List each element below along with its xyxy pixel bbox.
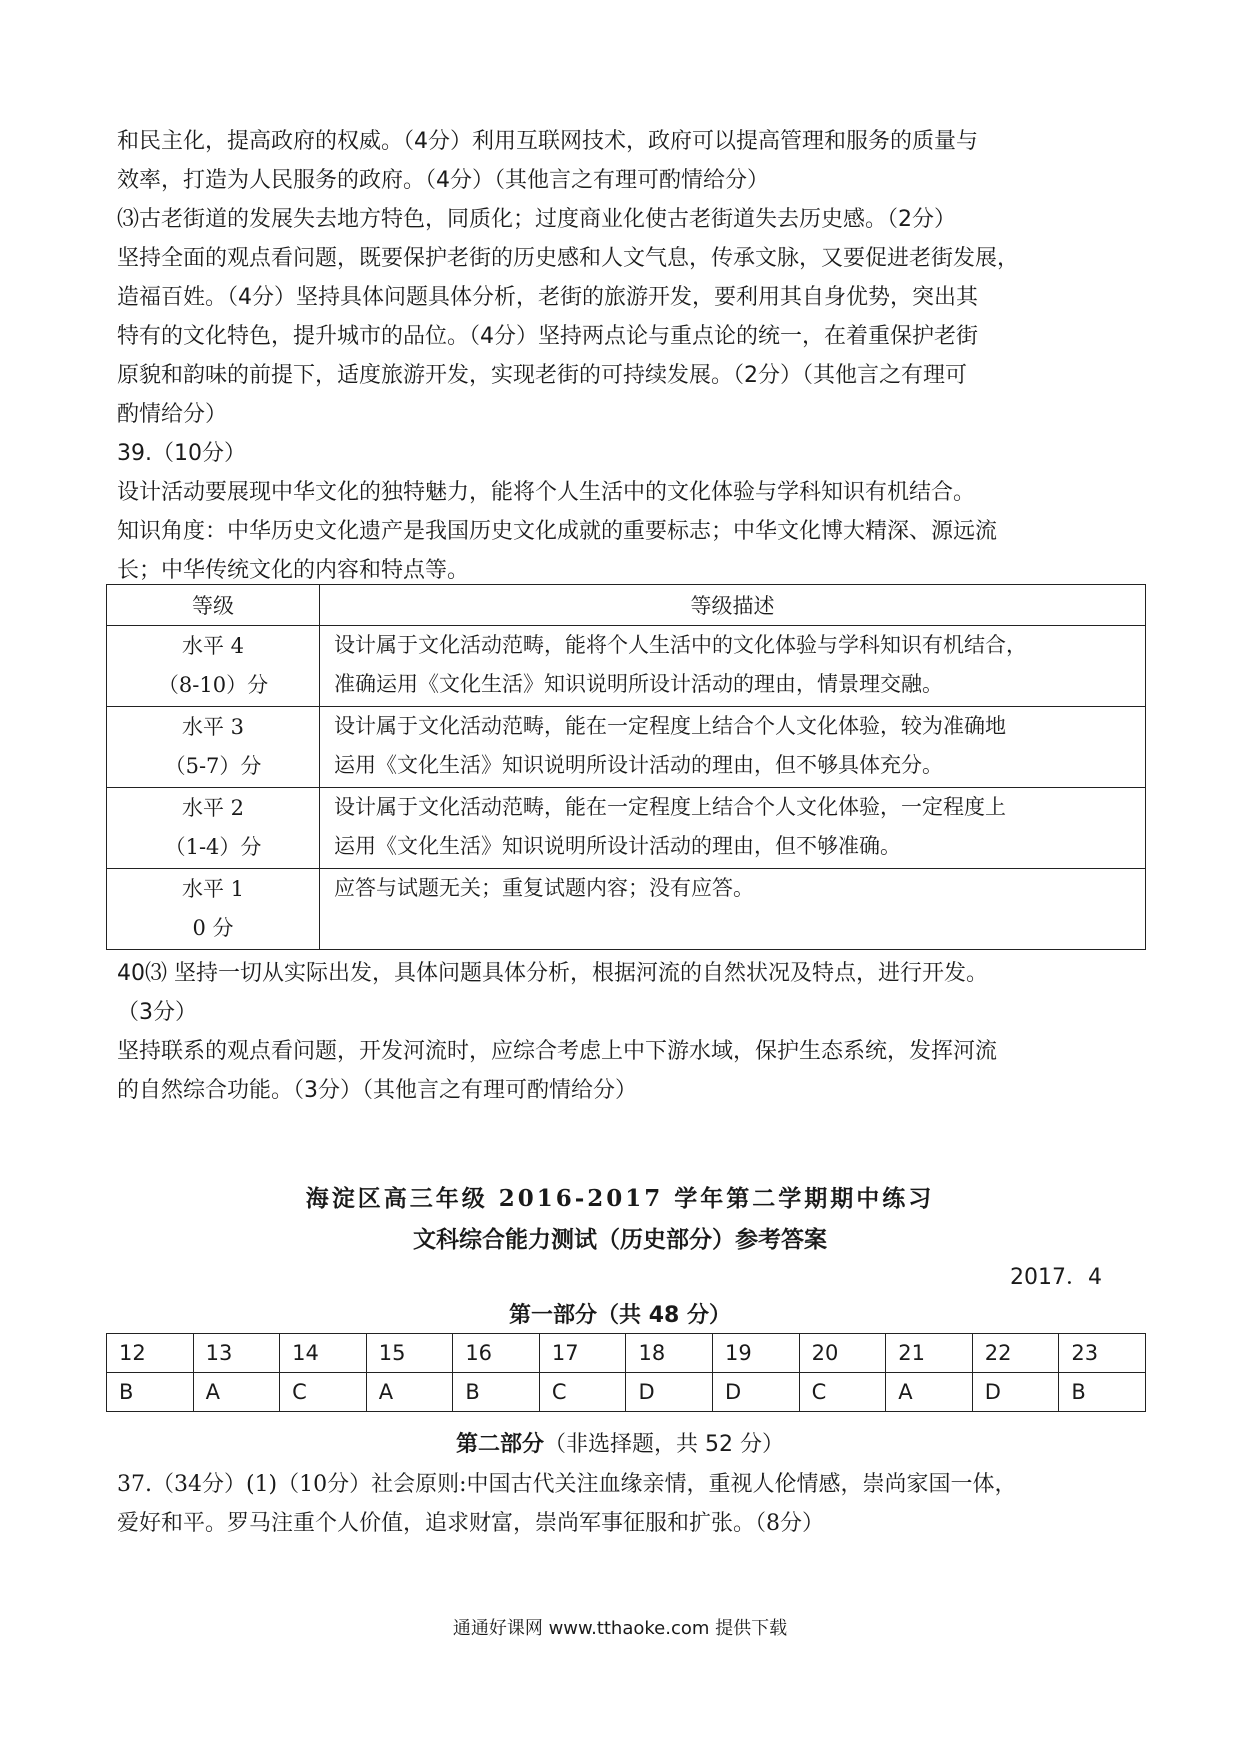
- question-number: 15: [366, 1334, 453, 1373]
- text-line: 原貌和韵味的前提下，适度旅游开发，实现老街的可持续发展。（2分）（其他言之有理可: [117, 363, 967, 388]
- description-line: 运用《文化生活》知识说明所设计活动的理由，但不够准确。: [334, 834, 901, 858]
- answer-letter-row: [107, 1373, 1146, 1412]
- q40-section: [117, 954, 1137, 1110]
- description-cell: [320, 626, 1146, 707]
- description-cell: [320, 869, 1146, 950]
- q40-line: 坚持联系的观点看问题，开发河流时，应综合考虑上中下游水域，保护生态系统，发挥河流: [117, 1039, 998, 1064]
- description-line: 应答与试题无关；重复试题内容；没有应答。: [334, 876, 754, 900]
- level-cell: [107, 869, 320, 950]
- level-name: 水平 1: [181, 877, 245, 901]
- answer-letter: B: [1059, 1373, 1146, 1412]
- question-number: 16: [453, 1334, 540, 1373]
- politics-paragraph-2: [117, 200, 1137, 239]
- answer-letter: B: [107, 1373, 194, 1412]
- description-cell: [320, 788, 1146, 869]
- part2-title-bold: 第二部分: [456, 1432, 545, 1457]
- question-number: 23: [1059, 1334, 1146, 1373]
- description-line: 设计属于文化活动范畴，能将个人生活中的文化体验与学科知识有机结合，: [334, 633, 1027, 657]
- level-name: 水平 4: [181, 634, 245, 658]
- history-title: 海淀区高三年级 2016-2017 学年第二学期期中练习: [305, 1185, 935, 1212]
- q37-section: [117, 1465, 1137, 1543]
- answer-letter: C: [280, 1373, 367, 1412]
- description-line: 设计属于文化活动范畴，能在一定程度上结合个人文化体验，较为准确地: [334, 714, 1006, 738]
- q39-line1: 设计活动要展现中华文化的独特魅力，能将个人生活中的文化体验与学科知识有机结合。: [117, 480, 976, 505]
- q39-heading: 39.（10分）: [117, 441, 246, 466]
- description-line: 运用《文化生活》知识说明所设计活动的理由，但不够具体充分。: [334, 753, 943, 777]
- footer: 通通好课网 www.tthaoke.com 提供下载: [452, 1618, 788, 1639]
- header-description: 等级描述: [320, 585, 1146, 626]
- text-line: 造福百姓。（4分）坚持具体问题具体分析，老街的旅游开发，要利用其自身优势，突出其: [117, 285, 978, 310]
- level-cell: [107, 626, 320, 707]
- text-line: 酌情给分）: [117, 402, 228, 427]
- question-number: 22: [972, 1334, 1059, 1373]
- level-name: 水平 3: [181, 715, 245, 739]
- answer-letter: A: [886, 1373, 973, 1412]
- text-line: 坚持全面的观点看问题，既要保护老街的历史感和人文气息，传承文脉，又要促进老街发展，: [117, 246, 1020, 271]
- question-number: 20: [799, 1334, 886, 1373]
- answer-letter: C: [799, 1373, 886, 1412]
- text-line: 效率，打造为人民服务的政府。（4分）（其他言之有理可酌情给分）: [117, 168, 769, 193]
- description-line: 设计属于文化活动范畴，能在一定程度上结合个人文化体验，一定程度上: [334, 795, 1006, 819]
- question-number: 21: [886, 1334, 973, 1373]
- level-cell: [107, 707, 320, 788]
- q40-line1: 40⑶ 坚持一切从实际出发，具体问题具体分析，根据河流的自然状况及特点，进行开发。: [117, 961, 988, 986]
- question-number: 12: [107, 1334, 194, 1373]
- grading-table: [106, 584, 1146, 950]
- level-name: 水平 2: [181, 796, 245, 820]
- answer-letter: B: [453, 1373, 540, 1412]
- grading-row: [107, 626, 1146, 707]
- answer-letter: A: [366, 1373, 453, 1412]
- politics-paragraph-1: [117, 122, 1137, 200]
- question-number: 13: [193, 1334, 280, 1373]
- description-line: 准确运用《文化生活》知识说明所设计活动的理由，情景理交融。: [334, 672, 943, 696]
- description-cell: [320, 707, 1146, 788]
- question-number: 19: [713, 1334, 800, 1373]
- q40-line2: （3分）: [117, 1000, 197, 1025]
- grading-row: [107, 869, 1146, 950]
- q40-line: 的自然综合功能。（3分）（其他言之有理可酌情给分）: [117, 1078, 637, 1103]
- part2-title: [0, 1427, 1240, 1458]
- level-score: （5-7）分: [164, 754, 262, 778]
- level-cell: [107, 788, 320, 869]
- politics-paragraph-3: [117, 239, 1137, 434]
- header-level: 等级: [107, 585, 320, 626]
- answer-letter: D: [972, 1373, 1059, 1412]
- answer-number-row: [107, 1334, 1146, 1373]
- level-score: 0 分: [192, 916, 234, 940]
- text-line: ⑶古老街道的发展失去地方特色，同质化；过度商业化使古老街道失去历史感。（2分）: [117, 207, 956, 232]
- grading-row: [107, 707, 1146, 788]
- q39-section: [117, 434, 1137, 590]
- q39-knowledge-line: 长；中华传统文化的内容和特点等。: [117, 558, 470, 583]
- grading-row: [107, 788, 1146, 869]
- history-subtitle: 文科综合能力测试（历史部分）参考答案: [413, 1226, 827, 1253]
- question-number: 17: [539, 1334, 626, 1373]
- answer-letter: A: [193, 1373, 280, 1412]
- part2-title-rest: （非选择题，共 52 分）: [544, 1432, 784, 1457]
- text-line: 特有的文化特色，提升城市的品位。（4分）坚持两点论与重点论的统一，在着重保护老街: [117, 324, 978, 349]
- answer-letter: D: [626, 1373, 713, 1412]
- part1-title: 第一部分（共 48 分）: [509, 1303, 731, 1328]
- q37-line: 爱好和平。罗马注重个人价值，追求财富，崇尚军事征服和扩张。（8分）: [117, 1511, 824, 1536]
- history-date: 2017．4: [1010, 1265, 1102, 1290]
- q37-line: 37.（34分）(1)（10分）社会原则:中国古代关注血缘亲情，重视人伦情感，崇尚家国一体，: [117, 1472, 1017, 1497]
- answer-letter: D: [713, 1373, 800, 1412]
- question-number: 14: [280, 1334, 367, 1373]
- answer-letter: C: [539, 1373, 626, 1412]
- level-score: （1-4）分: [164, 835, 262, 859]
- q39-knowledge-line: 知识角度：中华历史文化遗产是我国历史文化成就的重要标志；中华文化博大精深、源远流: [117, 519, 998, 544]
- question-number: 18: [626, 1334, 713, 1373]
- text-line: 和民主化，提高政府的权威。（4分）利用互联网技术，政府可以提高管理和服务的质量与: [117, 129, 978, 154]
- answer-table: [106, 1333, 1146, 1412]
- description-line: [334, 908, 1131, 947]
- grading-table-header: [107, 585, 1146, 626]
- level-score: （8-10）分: [157, 673, 269, 697]
